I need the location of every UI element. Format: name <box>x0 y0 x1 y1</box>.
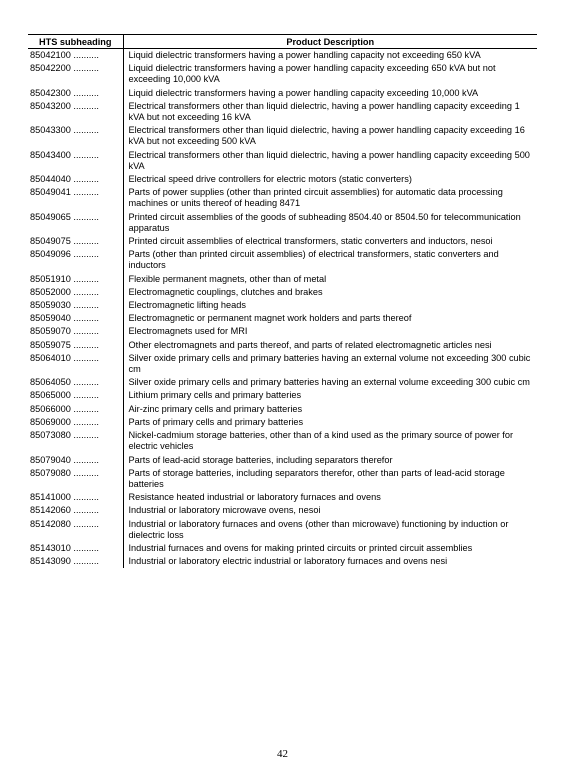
hts-code: 85042100 .......... <box>28 49 123 63</box>
table-row <box>28 235 537 248</box>
hts-table-container <box>28 34 537 568</box>
table-row <box>28 542 537 555</box>
hts-code: 85049075 .......... <box>28 235 123 248</box>
product-description-header: Product Description <box>123 35 537 49</box>
hts-code: 85052000 .......... <box>28 286 123 299</box>
product-description: Industrial or laboratory microwave ovens, nesoi <box>128 505 321 516</box>
hts-code: 85051910 .......... <box>28 273 123 286</box>
product-description: Resistance heated industrial or laboratory furnaces and ovens <box>128 492 381 503</box>
product-description: Parts (other than printed circuit assemblies) of electrical transformers, static converters and inductors <box>128 249 499 271</box>
hts-code: 85042200 .......... <box>28 62 123 86</box>
product-description: Electrical transformers other than liquid dielectric, having a power handling capacity exceeding 16 kVA but not exceeding 500 kVA <box>128 125 525 147</box>
product-description: Printed circuit assemblies of the goods of subheading 8504.40 or 8504.50 for telecommunication apparatus <box>128 211 521 233</box>
hts-code: 85043200 .......... <box>28 100 123 124</box>
table-row <box>28 403 537 416</box>
table-row <box>28 87 537 100</box>
hts-code: 85043400 .......... <box>28 149 123 173</box>
hts-code: 85049096 .......... <box>28 248 123 272</box>
hts-code: 85059040 .......... <box>28 312 123 325</box>
table-row <box>28 62 537 86</box>
table-row <box>28 299 537 312</box>
table-row <box>28 273 537 286</box>
hts-code: 85049065 .......... <box>28 211 123 235</box>
product-description: Electromagnetic or permanent magnet work holders and parts thereof <box>128 313 412 324</box>
table-row <box>28 149 537 173</box>
product-description: Liquid dielectric transformers having a power handling capacity exceeding 10,000 kVA <box>128 87 479 98</box>
table-body <box>28 49 537 569</box>
product-description: Flexible permanent magnets, other than of metal <box>128 273 327 284</box>
table-row <box>28 376 537 389</box>
product-description: Electrical transformers other than liquid dielectric, having a power handling capacity exceeding 1 kVA but not exceeding 16 kVA <box>128 100 520 123</box>
table-row <box>28 467 537 491</box>
hts-code: 85044040 .......... <box>28 173 123 186</box>
hts-code: 85069000 .......... <box>28 416 123 429</box>
table-row <box>28 518 537 542</box>
product-description: Liquid dielectric transformers having a power handling capacity exceeding 650 kVA but not exceeding 10,000 kVA <box>128 63 496 85</box>
product-description: Parts of primary cells and primary batteries <box>128 416 304 427</box>
table-row <box>28 339 537 352</box>
product-description: Lithium primary cells and primary batteries <box>128 390 302 401</box>
hts-code: 85059030 .......... <box>28 299 123 312</box>
table-row <box>28 429 537 453</box>
product-description: Liquid dielectric transformers having a power handling capacity not exceeding 650 kVA <box>128 50 481 60</box>
table-row <box>28 416 537 429</box>
hts-code: 85143090 .......... <box>28 555 123 568</box>
product-description: Electromagnetic lifting heads <box>128 300 246 311</box>
product-description: Parts of power supplies (other than printed circuit assemblies) for automatic data processing machines or units thereof of heading 8471 <box>128 187 503 209</box>
hts-code: 85043300 .......... <box>28 124 123 148</box>
hts-code: 85079040 .......... <box>28 454 123 467</box>
table-row <box>28 454 537 467</box>
hts-code: 85059075 .......... <box>28 339 123 352</box>
table-row <box>28 124 537 148</box>
product-description: Industrial furnaces and ovens for making printed circuits or printed circuit assemblies <box>128 542 473 553</box>
hts-table <box>28 34 537 568</box>
product-description: Industrial or laboratory electric industrial or laboratory furnaces and ovens nesi <box>128 556 448 567</box>
table-row <box>28 49 537 63</box>
hts-subheading-header: HTS subheading <box>28 35 123 49</box>
product-description: Air-zinc primary cells and primary batteries <box>128 403 303 414</box>
hts-code: 85049041 .......... <box>28 186 123 210</box>
product-description: Parts of lead-acid storage batteries, including separators therefor <box>128 454 393 465</box>
hts-code: 85064050 .......... <box>28 376 123 389</box>
product-description: Silver oxide primary cells and primary batteries having an external volume exceeding 300 cubic cm <box>128 377 530 388</box>
hts-code: 85142080 .......... <box>28 518 123 542</box>
table-row <box>28 286 537 299</box>
product-description: Electrical transformers other than liquid dielectric, having a power handling capacity exceeding 500 kVA <box>128 149 530 171</box>
product-description: Nickel-cadmium storage batteries, other than of a kind used as the primary source of power for electric vehicles <box>128 430 514 452</box>
product-description: Electrical speed drive controllers for electric motors (static converters) <box>128 174 412 185</box>
table-row <box>28 389 537 402</box>
hts-code: 85142060 .......... <box>28 504 123 517</box>
product-description: Other electromagnets and parts thereof, and parts of related electromagnetic articles nesi <box>128 339 492 350</box>
table-row <box>28 186 537 210</box>
table-row <box>28 352 537 376</box>
hts-code: 85042300 .......... <box>28 87 123 100</box>
product-description: Parts of storage batteries, including separators therefor, other than parts of lead-acid storage batteries <box>128 467 505 489</box>
table-row <box>28 504 537 517</box>
table-row <box>28 555 537 568</box>
product-description: Electromagnetic couplings, clutches and brakes <box>128 286 323 297</box>
hts-code: 85066000 .......... <box>28 403 123 416</box>
table-row <box>28 491 537 504</box>
product-description: Industrial or laboratory furnaces and ovens (other than microwave) functioning by induction or dielectric loss <box>128 518 509 540</box>
product-description: Printed circuit assemblies of electrical transformers, static converters and inductors, nesoi <box>128 236 493 247</box>
product-description: Electromagnets used for MRI <box>128 326 248 337</box>
product-description: Silver oxide primary cells and primary batteries having an external volume not exceeding 300 cubic cm <box>128 352 531 375</box>
table-row <box>28 325 537 338</box>
page-number: 42 <box>277 748 288 760</box>
hts-code: 85141000 .......... <box>28 491 123 504</box>
table-row <box>28 173 537 186</box>
table-header-row <box>28 35 537 49</box>
hts-code: 85143010 .......... <box>28 542 123 555</box>
hts-code: 85079080 .......... <box>28 467 123 491</box>
hts-code: 85064010 .......... <box>28 352 123 376</box>
table-row <box>28 312 537 325</box>
table-row <box>28 211 537 235</box>
hts-code: 85065000 .......... <box>28 389 123 402</box>
table-row <box>28 100 537 124</box>
table-row <box>28 248 537 272</box>
hts-code: 85059070 .......... <box>28 325 123 338</box>
hts-code: 85073080 .......... <box>28 429 123 453</box>
